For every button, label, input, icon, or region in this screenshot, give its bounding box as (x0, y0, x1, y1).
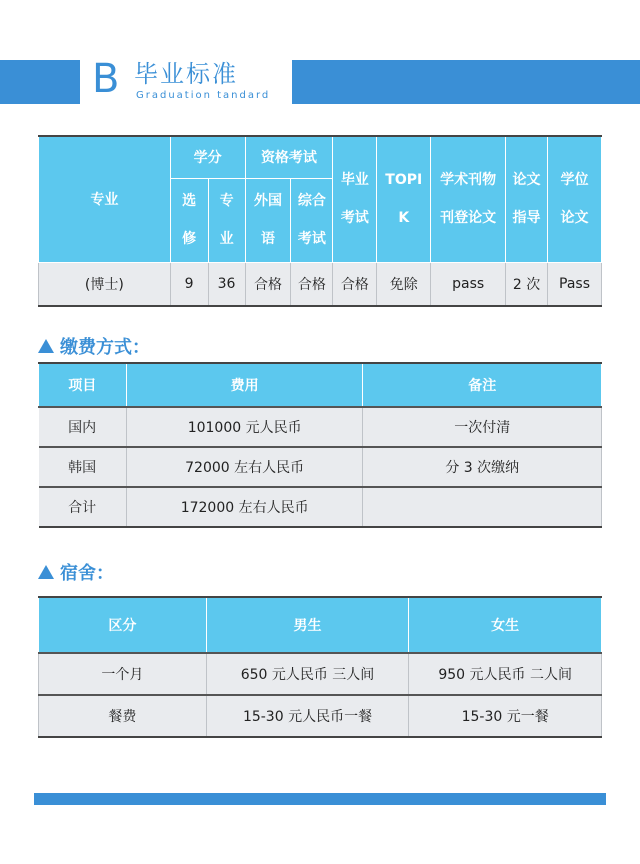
table-row (39, 262, 602, 306)
header-elective-line1: 选 (182, 193, 197, 209)
page-subtitle: Graduation tandard (136, 90, 271, 101)
header-comprehensive-line1: 综合 (297, 193, 326, 209)
cell-thesis-guidance: 2 次 (506, 262, 548, 306)
header-journal-line2: 刊登论文 (440, 210, 497, 227)
cell-elective: 9 (170, 262, 208, 306)
cell-comprehensive: 合格 (291, 262, 333, 306)
cell-foreign: 合格 (245, 262, 291, 306)
header-topik-line1: TOPI (385, 172, 423, 189)
header-qualification-exam: 资格考试 (245, 136, 333, 178)
header-elective (170, 178, 208, 262)
table-row (39, 407, 602, 447)
cell-category: 一个月 (39, 653, 207, 695)
cell-male: 650 元人民币 三人间 (206, 653, 409, 695)
header-note: 备注 (363, 363, 602, 407)
header-major-credit (208, 178, 245, 262)
header-category: 区分 (39, 597, 207, 653)
header-elective-line2: 修 (182, 231, 197, 247)
fees-section-title (38, 333, 150, 359)
table-row (39, 695, 602, 737)
header-thesis-guidance-line1: 论文 (512, 172, 541, 189)
table-row (39, 487, 602, 527)
cell-journal: pass (431, 262, 506, 306)
triangle-icon (38, 339, 54, 353)
cell-fee: 72000 左右人民币 (126, 447, 363, 487)
section-letter: B (92, 56, 120, 102)
cell-fee: 101000 元人民币 (126, 407, 363, 447)
graduation-table (38, 135, 602, 307)
cell-graduation-exam: 合格 (333, 262, 377, 306)
cell-item: 国内 (39, 407, 127, 447)
cell-female: 950 元人民币 二人间 (409, 653, 602, 695)
header-thesis-guidance-line2: 指导 (512, 210, 541, 227)
header-graduation-exam-line2: 考试 (340, 210, 369, 227)
header-journal-paper (431, 136, 506, 262)
table-row (39, 653, 602, 695)
cell-female: 15-30 元一餐 (409, 695, 602, 737)
header-graduation-exam-line1: 毕业 (340, 172, 369, 189)
header-major: 专业 (39, 136, 171, 262)
cell-degree-thesis: Pass (548, 262, 602, 306)
header-fee: 费用 (126, 363, 363, 407)
cell-fee: 172000 左右人民币 (126, 487, 363, 527)
header-graduation-exam (333, 136, 377, 262)
header-comprehensive-line2: 考试 (297, 231, 326, 247)
triangle-icon (38, 565, 54, 579)
fees-title-text: 缴费方式： (60, 337, 150, 358)
cell-major-credit: 36 (208, 262, 245, 306)
cell-item: 合计 (39, 487, 127, 527)
header-female: 女生 (409, 597, 602, 653)
header-major-credit-line2: 业 (219, 231, 234, 247)
header-topik (377, 136, 431, 262)
dorm-table (38, 596, 602, 738)
cell-item: 韩国 (39, 447, 127, 487)
header-degree-thesis-line2: 论文 (560, 210, 589, 227)
dorm-section-title (38, 559, 114, 585)
header-comprehensive-exam (291, 178, 333, 262)
page-header (88, 56, 288, 106)
header-thesis-guidance (506, 136, 548, 262)
footer-bar (34, 793, 606, 805)
header-item: 项目 (39, 363, 127, 407)
cell-note (363, 487, 602, 527)
header-major-credit-line1: 专 (219, 193, 234, 209)
dorm-title-text: 宿舍： (60, 563, 114, 584)
header-foreign-language (245, 178, 291, 262)
cell-note: 一次付清 (363, 407, 602, 447)
header-band-right (292, 60, 640, 104)
header-journal-line1: 学术刊物 (440, 172, 497, 189)
cell-topik: 免除 (377, 262, 431, 306)
header-degree-thesis-line1: 学位 (560, 172, 589, 189)
cell-note: 分 3 次缴纳 (363, 447, 602, 487)
header-topik-line2: K (398, 210, 410, 227)
cell-male: 15-30 元人民币一餐 (206, 695, 409, 737)
header-male: 男生 (206, 597, 409, 653)
page-title: 毕业标准 (134, 60, 238, 88)
header-foreign-line1: 外国 (253, 193, 282, 209)
cell-category: 餐费 (39, 695, 207, 737)
table-row (39, 447, 602, 487)
header-foreign-line2: 语 (260, 231, 275, 247)
header-band-left (0, 60, 80, 104)
cell-major: (博士) (39, 262, 171, 306)
fees-table (38, 362, 602, 528)
header-credits: 学分 (170, 136, 245, 178)
header-degree-thesis (548, 136, 602, 262)
